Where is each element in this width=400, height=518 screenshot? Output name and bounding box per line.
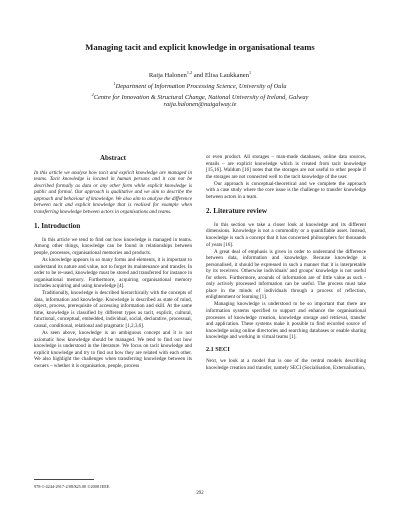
author-1: Raija Halonen: [148, 72, 187, 80]
intro-paragraph-3: Traditionally, knowledge is described hierarchically with the concepts of data, information and knowledge. Knowledge is described as state of mind, object, process, prerequisite of accessing information and skill. At the same time, knowledge is classified by different types as tacit, explicit, cultural, functional, conceptual, embedded, individual, social, declarative, processual, causal, conditional, relational and pragmatic [1,2,3,6].: [34, 290, 192, 330]
abstract-text: [34, 170, 192, 216]
intro-paragraph-4: As seen above, knowledge is an ambiguous concept and it is not axiomatic how knowledge should be managed. We tend to find out how knowledge is understood in the literature. We focus on tacit knowledge and explicit knowledge and try to find out how they are related with each other. We also highlight the challenges when transferring knowledge between its owners – whether it is organisation, people, process: [34, 330, 192, 369]
author-and: and: [192, 72, 205, 80]
footer-rule: [34, 479, 94, 480]
affiliation-1-text: Department of Information Processing Science, University of Oulu: [115, 82, 287, 90]
author-2: Elisa Laukkanen: [204, 72, 249, 80]
affiliation-2-sup: 2: [91, 91, 94, 97]
seci-paragraph-1: Next, we look at a model that is one of the central models describing knowledge creation and transfer, namely SECI (Socialisation, Externalisation,: [206, 358, 366, 371]
author-names: [0, 69, 400, 80]
right-column: [206, 154, 366, 371]
paper-title: Managing tacit and explicit knowledge in organisational teams: [85, 42, 315, 52]
affiliation-2: [0, 91, 400, 102]
intro-paragraph-1: In this article we tend to find out how knowledge is managed in teams. Among other things, knowledge can be found in relationships between people, processes, organisational memories and products.: [34, 236, 192, 257]
section-heading-literature: 2. Literature review: [206, 207, 268, 216]
footer-isbn: 978-1-4244-2917-2/08/$25.00 ©2008 IEEE: [34, 484, 110, 489]
author-2-sup: 1: [249, 70, 252, 75]
author-block: [0, 69, 400, 109]
affiliation-1-sup: 1: [113, 80, 116, 86]
left-column: [34, 155, 192, 369]
literature-paragraph-3: Managing knowledge is understood to be so important that there are information systems specified to support and enhance the organisational processes of knowledge creation, knowledge storage and retrieval, transfer and application. These systems make it possible to find recorded source of knowledge using online directories and searching databases or enable sharing knowledge and working in virtual teams [1].: [206, 301, 366, 341]
literature-paragraph-2: A great deal of emphasis is given in order to understand the difference between data, information and knowledge. Because knowledge is personalised, it should be expressed in such a manner that it is interpretable by its receivers. Otherwise individuals' and groups' knowledge is not useful for others. Furthermore, arounds of information are of little value as such - only actively processed information can be useful. The process must take place in the minds of individuals through a process of reflection, enlightenment or learning [1].: [206, 248, 366, 301]
abstract-paragraph: In this article we analyse how tacit and explicit knowledge are managed in teams. Tacit knowledge is located in human persons and it can not be described formally as data or any other form while explicit knowledge is public and formal. Our approach is qualitative and we aim to describe the approach and behaviour of knowledge. We also aim to analyse the difference between tacit and explicit knowledge that is realised for example when transferring knowledge between actors in organisations and teams.: [34, 169, 192, 215]
affiliation-2-text: Centre for Innovation & Structural Change, National University of Ireland, Galway: [93, 93, 309, 101]
subsection-heading-seci: 2.1 SECI: [206, 345, 230, 353]
page-number: 292: [196, 491, 204, 496]
affiliation-1: [0, 80, 400, 91]
intro-paragraph-2: As knowledge appears in so many forms and elements, it is important to understand its nature and value, not to forget its maintenance and transfer. In order to be re-used, knowledge must be stored and transferred for instance in organisational memory. Furthermore, acquiring organisational memory includes acquiring and using knowledge [4].: [34, 257, 192, 290]
intro-approach-paragraph: Our approach is conceptual-theoretical and we complete the approach with a case study where the core issue is the challenge to transfer knowledge between actors in a team.: [206, 180, 366, 200]
abstract-heading: Abstract: [99, 154, 127, 162]
intro-continuation-paragraph: or even product. All storages – man-made databases, online data sources, emails – are explicit knowledge which is created from tacit knowledge [15,16]. Waldum [16] notes that the storages are not useful to other people if the storages are not connected well to the tacit knowledge of the user.: [206, 154, 366, 180]
section-heading-introduction: 1. Introduction: [34, 222, 81, 231]
author-1-sup: 1,2: [186, 70, 193, 75]
literature-paragraph-1: In this section we take a closer look at knowledge and its different dimensions. Knowledge is not a commodity or a quantifiable asset. Instead, knowledge is such a concept that it has concerned philosophers for thousands of years [16].: [206, 221, 366, 248]
author-email: raija.halonen@nuigalway.ie: [163, 101, 237, 109]
